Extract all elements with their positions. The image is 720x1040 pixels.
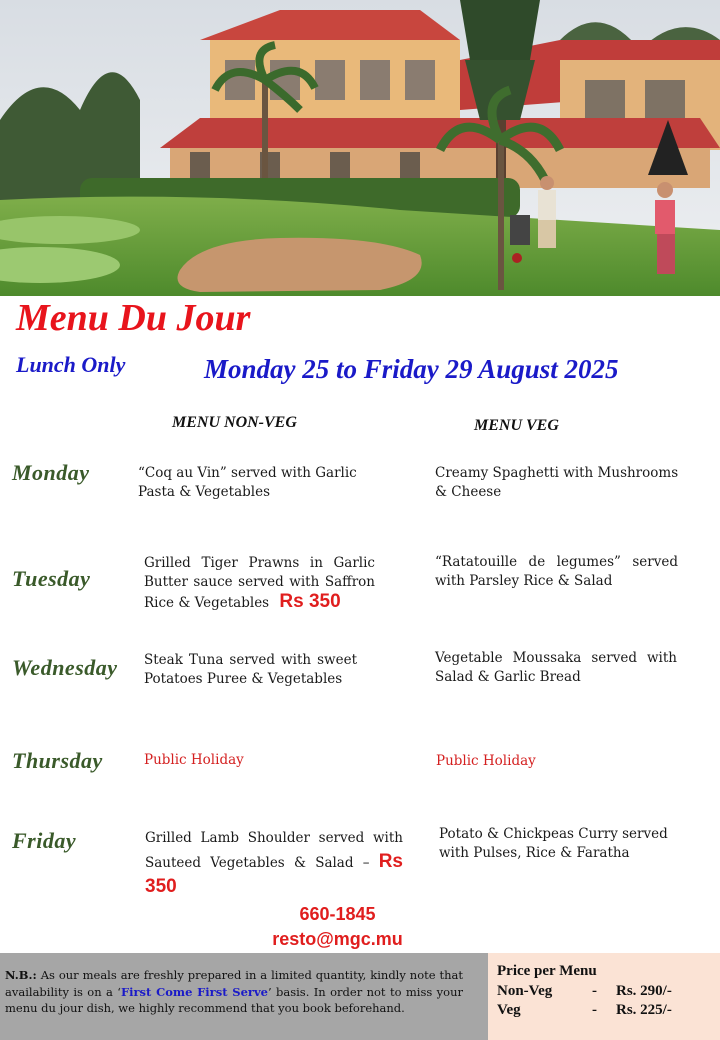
dish-non-veg-friday (145, 826, 403, 900)
note-text-before: As our meals are freshly prepared in a limited quantity, kindly note that availability is on a ‘ (5, 968, 463, 999)
dish-veg-monday: Creamy Spaghetti with Mushrooms & Cheese (435, 465, 679, 500)
holiday-veg-thursday: Public Holiday (436, 753, 536, 769)
day-label-friday: Friday (12, 828, 77, 853)
column-header-veg: MENU VEG (474, 417, 559, 434)
price-amount-veg: Rs. 225/- (616, 1002, 672, 1018)
dish-non-veg-wednesday: Steak Tuna served with sweet Potatoes Puree & Vegetables (144, 652, 357, 687)
price-tuesday: Rs 350 (279, 591, 341, 612)
dish-non-veg-friday-text: Grilled Lamb Shoulder served with Sauteed Vegetables & Salad – (145, 830, 403, 871)
page-title: Menu Du Jour (16, 297, 251, 339)
dish-veg-tuesday: “Ratatouille de legumes” served with Parsley Rice & Salad (435, 554, 678, 589)
price-heading: Price per Menu (497, 963, 597, 979)
day-label-monday: Monday (12, 460, 90, 485)
dish-veg-wednesday: Vegetable Moussaka served with Salad & Garlic Bread (435, 650, 677, 685)
price-label-veg: Veg (497, 1002, 521, 1018)
phone-number: 660-1845 (299, 904, 376, 924)
day-label-wednesday: Wednesday (12, 655, 118, 680)
note-label: N.B.: (5, 968, 37, 982)
note-box (0, 953, 488, 1040)
date-range: Monday 25 to Friday 29 August 2025 (204, 354, 619, 384)
dish-veg-friday: Potato & Chickpeas Curry served with Pulses, Rice & Faratha (439, 826, 668, 861)
dish-non-veg-tuesday (144, 554, 375, 613)
holiday-non-veg-thursday: Public Holiday (144, 752, 244, 768)
price-amount-non-veg: Rs. 290/- (616, 983, 672, 999)
lunch-only-label: Lunch Only (16, 352, 126, 377)
price-friday: Rs 350 (145, 851, 403, 897)
note-text (5, 967, 463, 1017)
price-box (488, 953, 720, 1040)
day-label-tuesday: Tuesday (12, 566, 91, 591)
note-highlight: First Come First Serve (120, 984, 268, 999)
day-label-thursday: Thursday (12, 748, 103, 773)
price-label-non-veg: Non-Veg (497, 983, 553, 999)
price-dash-non-veg: - (592, 983, 597, 999)
email-address[interactable]: resto@mgc.mu (272, 929, 403, 949)
price-dash-veg: - (592, 1002, 597, 1018)
column-header-non-veg: MENU NON-VEG (172, 414, 297, 431)
dish-non-veg-tuesday-text: Grilled Tiger Prawns in Garlic Butter sauce served with Saffron Rice & Vegetables (144, 555, 375, 611)
note-text-after: ’ basis. In order not to miss your menu du jour dish, we highly recommend that you book beforehand. (5, 984, 463, 1015)
hero-photo (0, 0, 720, 296)
dish-non-veg-monday: “Coq au Vin” served with Garlic Pasta & Vegetables (138, 465, 357, 500)
